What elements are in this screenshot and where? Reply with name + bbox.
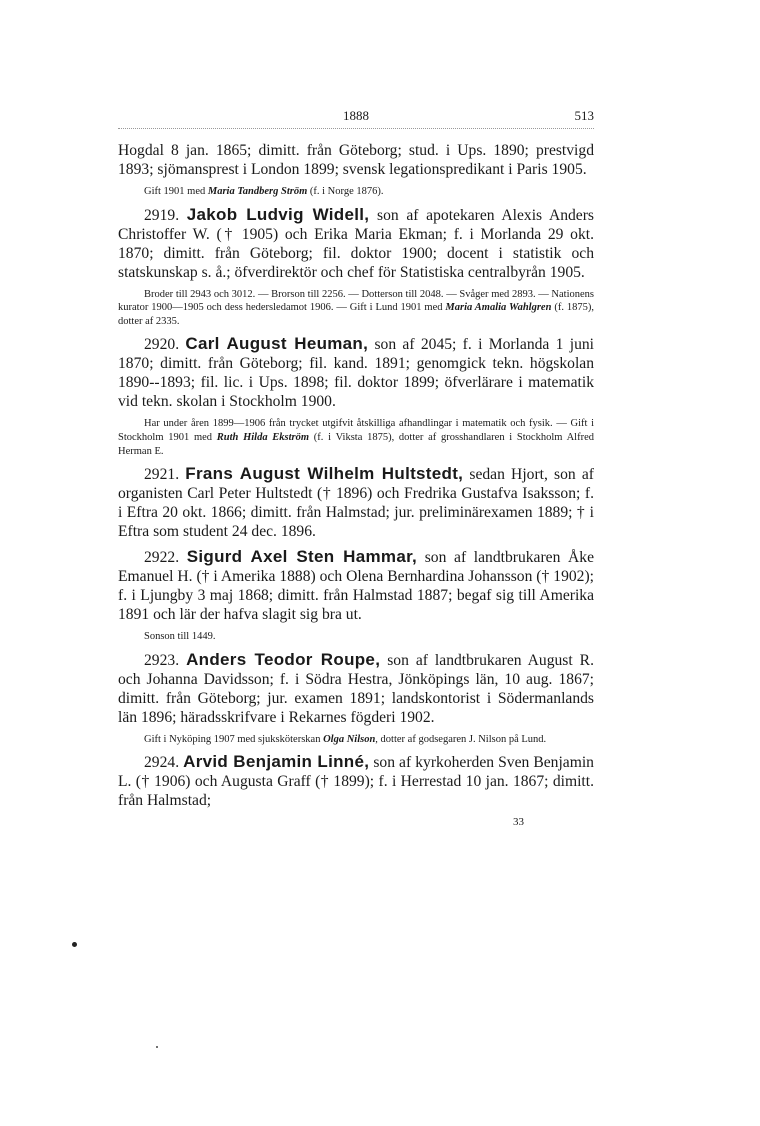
entry-2923: 2923. Anders Teodor Roupe, son af landtbrukaren August R. och Johanna Davidsson; f. i Södra Hestra, Jönköpings län, 10 aug. 1867; dimitt. från Göteborg; jur. examen 1891; landskontorist i Södermanlands län 1896; häradsskrifvare i Rekarnes fögderi 1902. Gift i Nyköping 1907 med sjuksköterskan Olga Nilson, dotter af godsegaren J. Nilson på Lund. — [118, 649, 594, 745]
entry-name: Carl August Heuman, — [185, 334, 369, 354]
ink-speck — [156, 1046, 158, 1048]
entry-2924: 2924. Arvid Benjamin Linné, son af kyrkoherden Sven Benjamin L. († 1906) och Augusta Graff († 1899); f. i Herrestad 10 jan. 1867; dimitt. från Halmstad; — [118, 752, 594, 810]
signature-mark: 33 — [513, 816, 524, 829]
entry-name: Arvid Benjamin Linné, — [183, 752, 370, 772]
header-year: 1888 — [343, 108, 369, 123]
intro-note: Gift 1901 med Maria Tandberg Ström (f. i Norge 1876). — [144, 186, 384, 197]
entry-note: Sonson till 1449. — [144, 631, 216, 643]
entry-2920: 2920. Carl August Heuman, son af 2045; f. i Morlanda 1 juni 1870; dimitt. från Göteborg; fil. kand. 1891; genomgick tekn. högskolan 1890--1893; fil. lic. i Ups. 1898; fil. doktor 1899; öfverlärare i matematik vid tekn. skolan i Stockholm 1900. Har under åren 1899—1906 från trycket utgifvit åtskilliga afhandlingar i matematik och fysik. — Gift i Stockholm 1901 med Ruth Hilda Ekström (f. i Viksta 1875), dotter af grosshandlaren i Stockholm Alfred Herman E. — [118, 334, 594, 457]
entry-2921: 2921. Frans August Wilhelm Hultstedt, sedan Hjort, son af organisten Carl Peter Hultstedt († 1896) och Fredrika Gustafva Isaksson; f. i Eftra 20 okt. 1866; dimitt. från Halmstad; jur. preliminärexamen 1889; † i Eftra som student 24 dec. 1896. — [118, 464, 594, 541]
entry-2919: 2919. Jakob Ludvig Widell, son af apotekaren Alexis Anders Christoffer W. († 1905) och Erika Maria Ekman; f. i Morlanda 29 okt. 1870; dimitt. från Göteborg; fil. doktor 1900; docent i statistik och statskunskap s. å.; öfverdirektör och chef för Statistiska centralbyrån 1905. Broder till 2943 och 3012. — Brorson till 2256. — Dotterson till 2048. — Svåger med 2893. — Nationens kurator 1900—1905 och dess hedersledamot 1906. — Gift i Lund 1901 med Maria Amalia Wahlgren (f. 1875), dotter af 2335. — [118, 204, 594, 327]
intro-text: Hogdal 8 jan. 1865; dimitt. från Göteborg; stud. i Ups. 1890; prestvigd 1893; sjömansprest i London 1899; svensk legationspredikant i Paris 1905. — [118, 142, 594, 178]
page-number: 513 — [574, 108, 594, 123]
intro-entry — [118, 141, 594, 199]
entry-name: Frans August Wilhelm Hultstedt, — [185, 464, 464, 484]
ink-spot — [72, 942, 77, 947]
header-rule — [118, 128, 594, 129]
entry-2922: 2922. Sigurd Axel Sten Hammar, son af landtbrukaren Åke Emanuel H. († i Amerika 1888) och Olena Bernhardina Johansson († 1902); f. i Ljungby 3 maj 1868; dimitt. från Halmstad 1887; begaf sig till Amerika 1891 och lär der hafva slagit sig bra ut. Sonson till 1449. — [118, 547, 594, 643]
entry-note: Gift i Nyköping 1907 med sjuksköterskan Olga Nilson, dotter af godsegaren J. Nilson på Lund. — [144, 733, 547, 745]
entry-name: Jakob Ludvig Widell, — [186, 204, 370, 224]
entry-name: Anders Teodor Roupe, — [186, 649, 381, 669]
entry-note: Har under åren 1899—1906 från trycket utgifvit åtskilliga afhandlingar i matematik och fysik. — Gift i Stockholm 1901 med Ruth Hilda Ekström (f. i Viksta 1875), dotter af grosshandlaren i Stockholm Alfred Herman E. — [118, 418, 594, 457]
page-header — [118, 106, 594, 126]
entry-note: Broder till 2943 och 3012. — Brorson till 2256. — Dotterson till 2048. — Svåger med 2893. — Nationens kurator 1900—1905 och dess hedersledamot 1906. — Gift i Lund 1901 med Maria Amalia Wahlgren (f. 1875), dotter af 2335. — [118, 288, 594, 327]
page — [118, 106, 594, 828]
entry-name: Sigurd Axel Sten Hammar, — [186, 547, 418, 567]
